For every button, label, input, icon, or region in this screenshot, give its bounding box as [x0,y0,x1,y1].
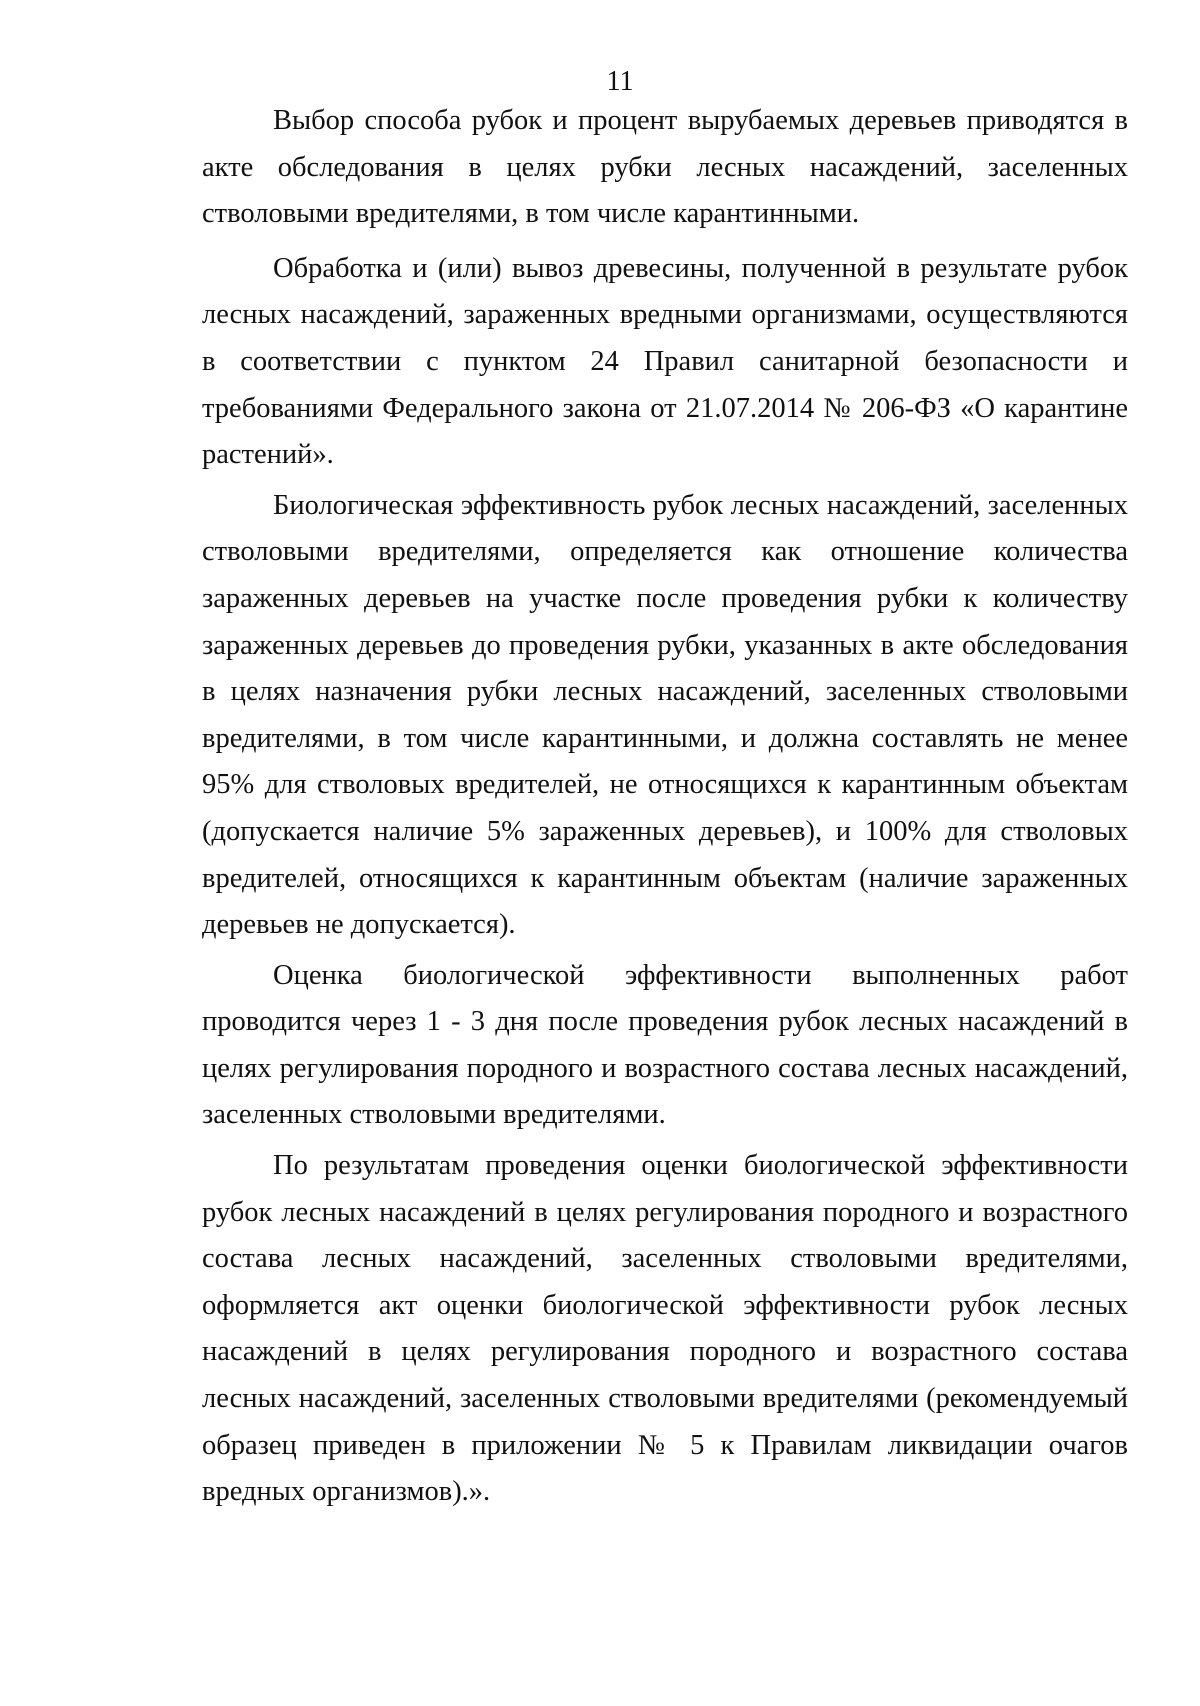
page-number: 11 [606,66,634,97]
document-body [202,98,1128,1520]
paragraph-cutting-method: Выбор способа рубок и процент вырубаемых деревьев приводятся в акте обследования в целях рубки лесных насаждений, заселенных стволовыми вредителями, в том числе карантинными. [202,105,1128,230]
paragraph-efficiency-assessment: Оценка биологической эффективности выполненных работ проводится через 1 - 3 дня после проведения рубок лесных насаждений в целях регулирования породного и возрастного состава лесных насаждений, заселенных стволовыми вредителями. [202,959,1128,1131]
paragraph-assessment-act: По результатам проведения оценки биологической эффективности рубок лесных насаждений в целях регулирования породного и возрастного состава лесных насаждений, заселенных стволовыми вредителями, оформляется акт оценки биологической эффективности рубок лесных насаждений в целях регулирования породного и возрастного состава лесных насаждений, заселенных стволовыми вредителями (рекомендуемый образец приведен в приложении № 5 к Правилам ликвидации очагов вредных организмов).». [202,1150,1128,1508]
paragraph-wood-processing: Обработка и (или) вывоз древесины, полученной в результате рубок лесных насаждений, зараженных вредными организмами, осуществляются в соответствии с пунктом 24 Правил санитарной безопасности и требованиями Федерального закона от 21.07.2014 № 206-ФЗ «О карантине растений». [202,252,1128,471]
paragraph-biological-efficiency: Биологическая эффективность рубок лесных насаждений, заселенных стволовыми вредителями, определяется как отношение количества зараженных деревьев на участке после проведения рубки к количеству зараженных деревьев до проведения рубки, указанных в акте обследования в целях назначения рубки лесных насаждений, заселенных стволовыми вредителями, в том числе карантинными, и должна составлять не менее 95% для стволовых вредителей, не относящихся к карантинным объектам (допускается наличие 5% зараженных деревьев), и 100% для стволовых вредителей, относящихся к карантинным объектам (наличие зараженных деревьев не допускается). [202,489,1128,941]
